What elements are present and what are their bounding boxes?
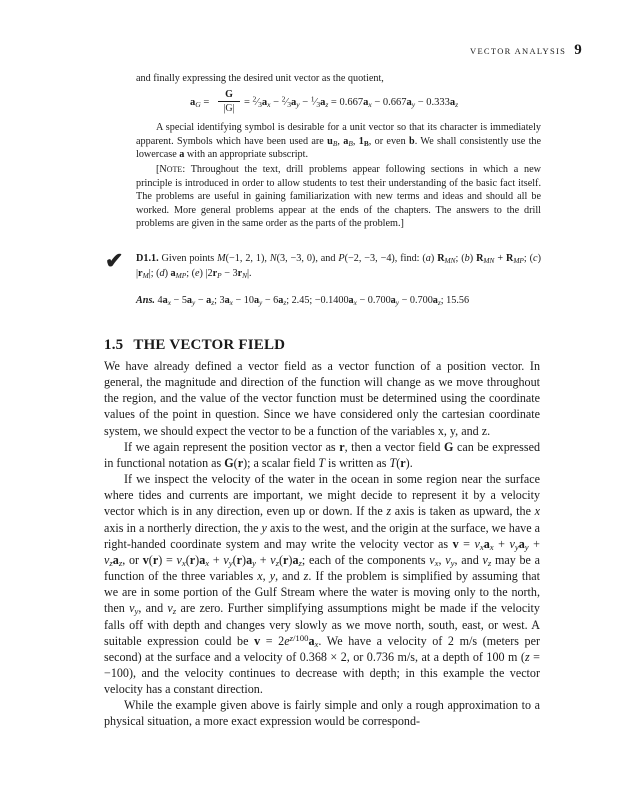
section-title: THE VECTOR FIELD — [133, 337, 286, 353]
section-heading — [104, 337, 285, 354]
body-paragraph-4: While the example given above is fairly simple and only a rough approximation to a physical situation, a more exact expression would be correspond- — [104, 698, 540, 729]
section-number: 1.5 — [104, 337, 124, 353]
body-paragraph-2: If we again represent the position vector as r, then a vector field G can be expressed in functional notation as G(r); a scalar field T is written as T(r). — [104, 439, 540, 470]
unit-vector-equation — [190, 89, 540, 119]
body-paragraph-3: If we inspect the velocity of the water in the ocean in some region near the surface where tides and currents are important, we might decide to represent it by a velocity vector which is in any direction, even up or down. If the z axis is taken as upward, the x axis in a northerly direction, the y axis to the west, and the origin at the surface, we have a right-handed coordinate system and may write the velocity vector as $v = v_xa_x + v_ya_y + v_za_z$, or $v(r) = v_x(r)a_x + v_y(r)a_y + v_z(r)a_z$; each of the components $v_x$, $v_y$, and $v_z$ may be a function of the three variables x, y, and z. If the problem is simplified by assuming that we are in some portion of the Gulf Stream where the water is moving only to the north, then $v_y$, and $v_z$ are zero. Further simplifying assumptions might be made if the velocity falls off with depth and changes very slowly as we move north, south, east, or west. A suitable expression could be $v = 2e^{z/100}a_x$. We have a velocity of 2 m/s (meters per second) at the surface and a velocity of 0.368 × 2, or 0.736 m/s, at a depth of 100 m (z = −100), and the velocity continues to decrease with depth; in this example the vector velocity has a constant direction. — [104, 472, 540, 697]
note-paragraph: [NOTE: Throughout the text, drill problems appear following sections in which a new principle is introduced in order to allow students to test their understanding of the basic fact itself. The problems are useful in gaining familiarization with new terms and ideas and should all be worked. More general problems appear at the ends of the chapters. The answers to the drill problems are given in the same order as the parts of the problem.] — [136, 164, 541, 230]
equation-rhs: = $^2⁄_3a_x$ − $^2⁄_3a_y$ − $^1⁄_3a_z = 0.667a_x - 0.667a_y - 0.333a_z$ — [244, 94, 459, 109]
equation-lhs: $a_G$ = — [190, 97, 210, 109]
equation-fraction — [218, 89, 240, 115]
answer-label: Ans. — [136, 295, 155, 306]
running-header — [470, 42, 582, 59]
symbol-paragraph: A special identifying symbol is desirable for a unit vector so that its character is immediately apparent. Symbols which have been used are $u_B$, $a_B$, $1_B$, or even b. We shall consistently use the lowercase a with an appropriate subscript. — [136, 122, 542, 161]
section-body — [104, 358, 540, 730]
drill-id: D1.1. — [136, 253, 159, 264]
drill-answer: Ans. $4a_x - 5a_y - a_z$; $3a_x - 10a_y - 6a_z$; 2.45; $-0.1400a_x - 0.700a_y - 0.700a_z$; 15.56 — [136, 295, 470, 307]
running-title: VECTOR ANALYSIS — [470, 46, 567, 56]
intro-line: and finally expressing the desired unit vector as the quotient, — [136, 73, 384, 84]
equation-denominator: |G| — [223, 103, 235, 114]
equation-numerator: G — [218, 89, 240, 102]
page-number: 9 — [574, 42, 582, 58]
body-paragraph-1: We have already defined a vector field as a vector function of a position vector. In general, the magnitude and direction of the function will change as we move throughout the region, and the value of the vector function must be determined using the coordinate values of the point in question. Since we have considered only the cartesian coordinate system, we should expect the vector to be a function of the variables x, y, and z. — [104, 359, 540, 438]
drill-problem: D1.1. Given points M(−1, 2, 1), N(3, −3, 0), and P(−2, −3, −4), find: (a) $R_{MN}$; (b) $R_{MN} + R_{MP}$; (c) $|r_M|$; (d) $a_{MP}$; (e) $|2r_P - 3r_N|$. — [136, 253, 541, 280]
checkmark-icon: ✔ — [105, 248, 124, 273]
